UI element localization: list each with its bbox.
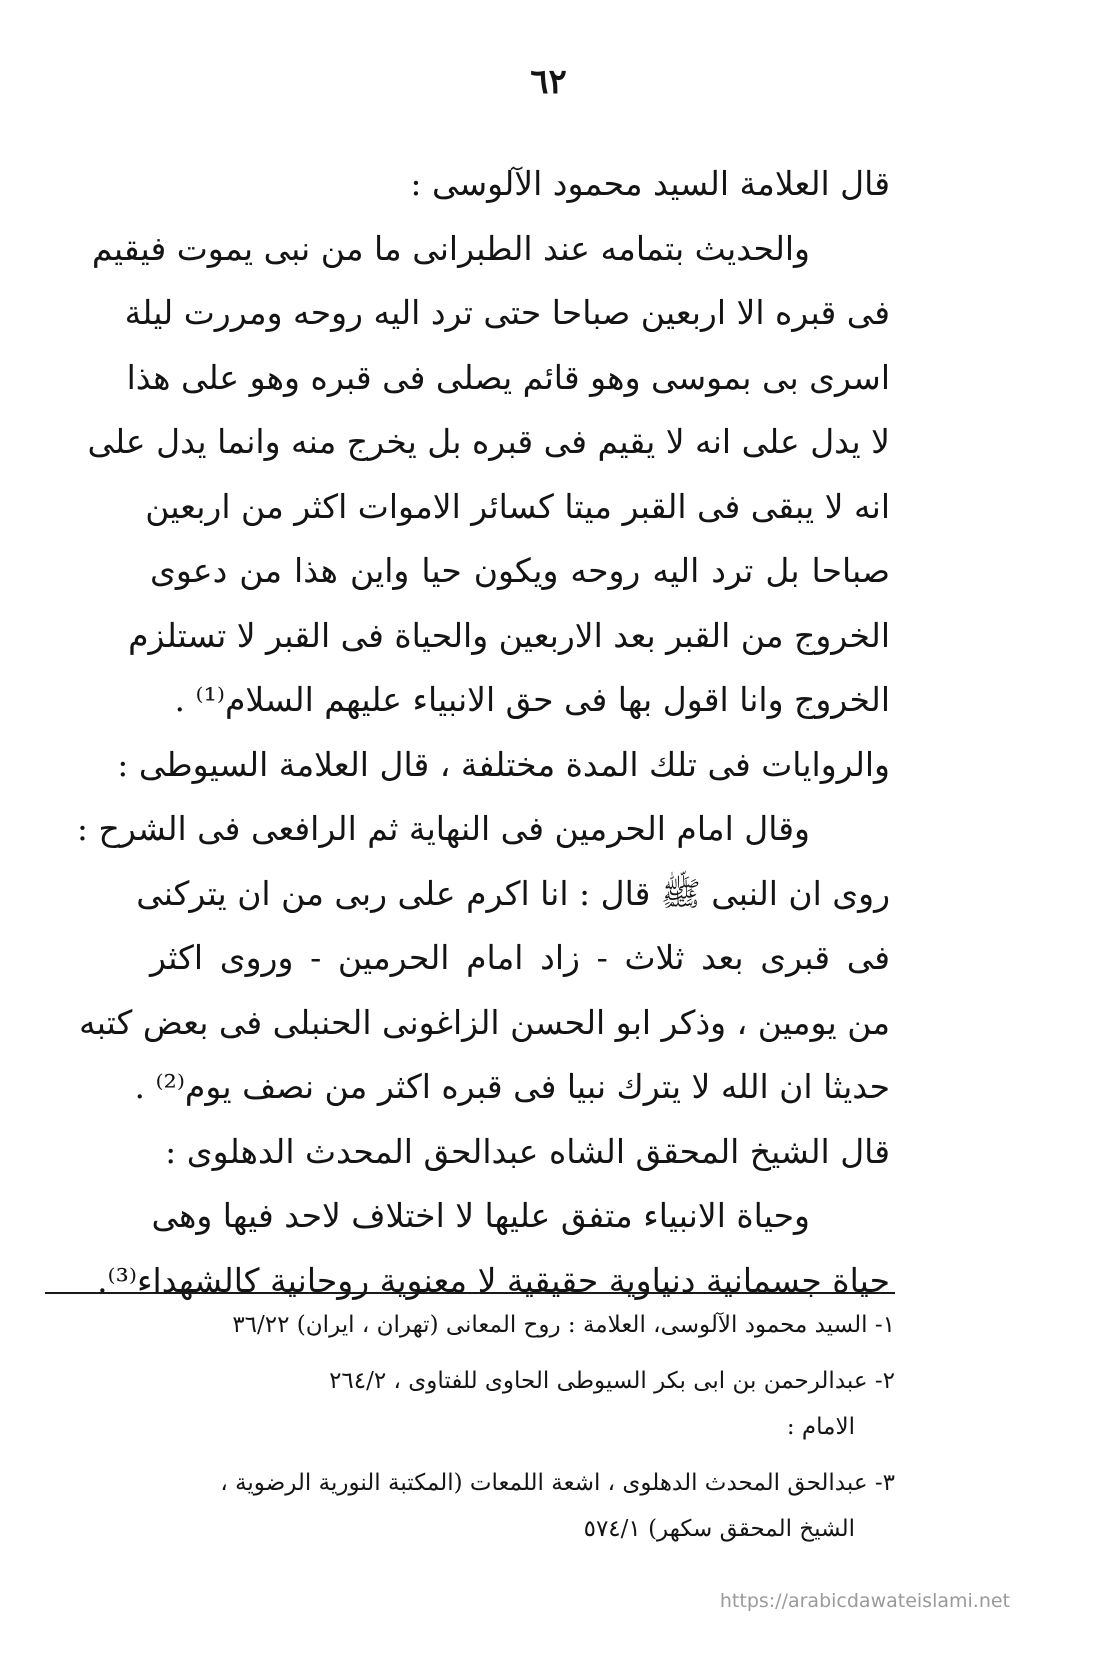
footnote-2-continued: الامام : <box>786 1414 855 1440</box>
footnote-1: ١- السيد محمود الآلوسى، العلامة : روح المعانى (تهران ، ايران) ٣٦/٢٢ <box>232 1312 895 1338</box>
heading-dehlawi: قال الشيخ المحقق الشاه عبدالحق المحدث الدهلوى : <box>165 1131 890 1171</box>
footnote-divider <box>45 1292 895 1294</box>
text-line: وحياة الانبياء متفق عليها لا اختلاف لاحد فيها وهى <box>151 1196 810 1235</box>
heading-alusi: قال العلامة السيد محمود الآلوسى : <box>410 164 890 203</box>
text-line: لا يدل على انه لا يقيم فى قبره بل يخرج منه وانما يدل على <box>87 422 890 461</box>
text-line: الخروج وانا اقول بها فى حق الانبياء عليهم السلام⁽¹⁾ . <box>174 680 890 719</box>
main-text <box>76 152 890 1313</box>
text-line: فى قبرى بعد ثلاث - زاد امام الحرمين - وروى اكثر <box>150 938 890 977</box>
footnote-2: ٢- عبدالرحمن بن ابى بكر السيوطى الحاوى للفتاوى ، ٢٦٤/٢ <box>329 1368 895 1394</box>
text-line: وقال امام الحرمين فى النهاية ثم الرافعى فى الشرح : <box>76 809 810 848</box>
text-line: روى ان النبى ﷺ قال : انا اكرم على ربى من ان يتركنى <box>136 873 890 913</box>
text-line: اسرى بى بموسى وهو قائم يصلى فى قبره وهو على هذا <box>126 357 890 397</box>
text-line: الخروج من القبر بعد الاربعين والحياة فى القبر لا تستلزم <box>128 615 890 655</box>
text-line: من يومين ، وذكر ابو الحسن الزاغونى الحنبلى فى بعض كتبه <box>79 1002 890 1042</box>
footnote-3: ٣- عبدالحق المحدث الدهلوى ، اشعة اللمعات (المكتبة النورية الرضوية ، <box>220 1470 895 1496</box>
text-line: صباحا بل ترد اليه روحه ويكون حيا واين هذا من دعوى <box>150 551 890 590</box>
text-line: حديثا ان الله لا يترك نبيا فى قبره اكثر من نصف يوم⁽²⁾ . <box>134 1067 890 1106</box>
text-line: فى قبره الا اربعين صباحا حتى ترد اليه روحه ومررت ليلة <box>124 293 890 332</box>
site-watermark: https://arabicdawateislami.net <box>719 1590 1010 1612</box>
text-line: حياة جسمانية دنياوية حقيقية لا معنوية روحانية كالشهداء⁽³⁾. <box>97 1260 890 1300</box>
page-number: ٦٢ <box>530 62 567 102</box>
footnotes <box>75 1302 895 1552</box>
text-line: والحديث بتمامه عند الطبرانى ما من نبى يموت فيقيم <box>91 228 810 268</box>
footnote-3-continued: الشيخ المحقق سكهر) ٥٧٤/١ <box>583 1516 855 1542</box>
heading-suyuti: والروايات فى تلك المدة مختلفة ، قال العلامة السيوطى : <box>117 744 890 784</box>
text-line: انه لا يبقى فى القبر ميتا كسائر الاموات اكثر من اربعين <box>145 486 890 526</box>
